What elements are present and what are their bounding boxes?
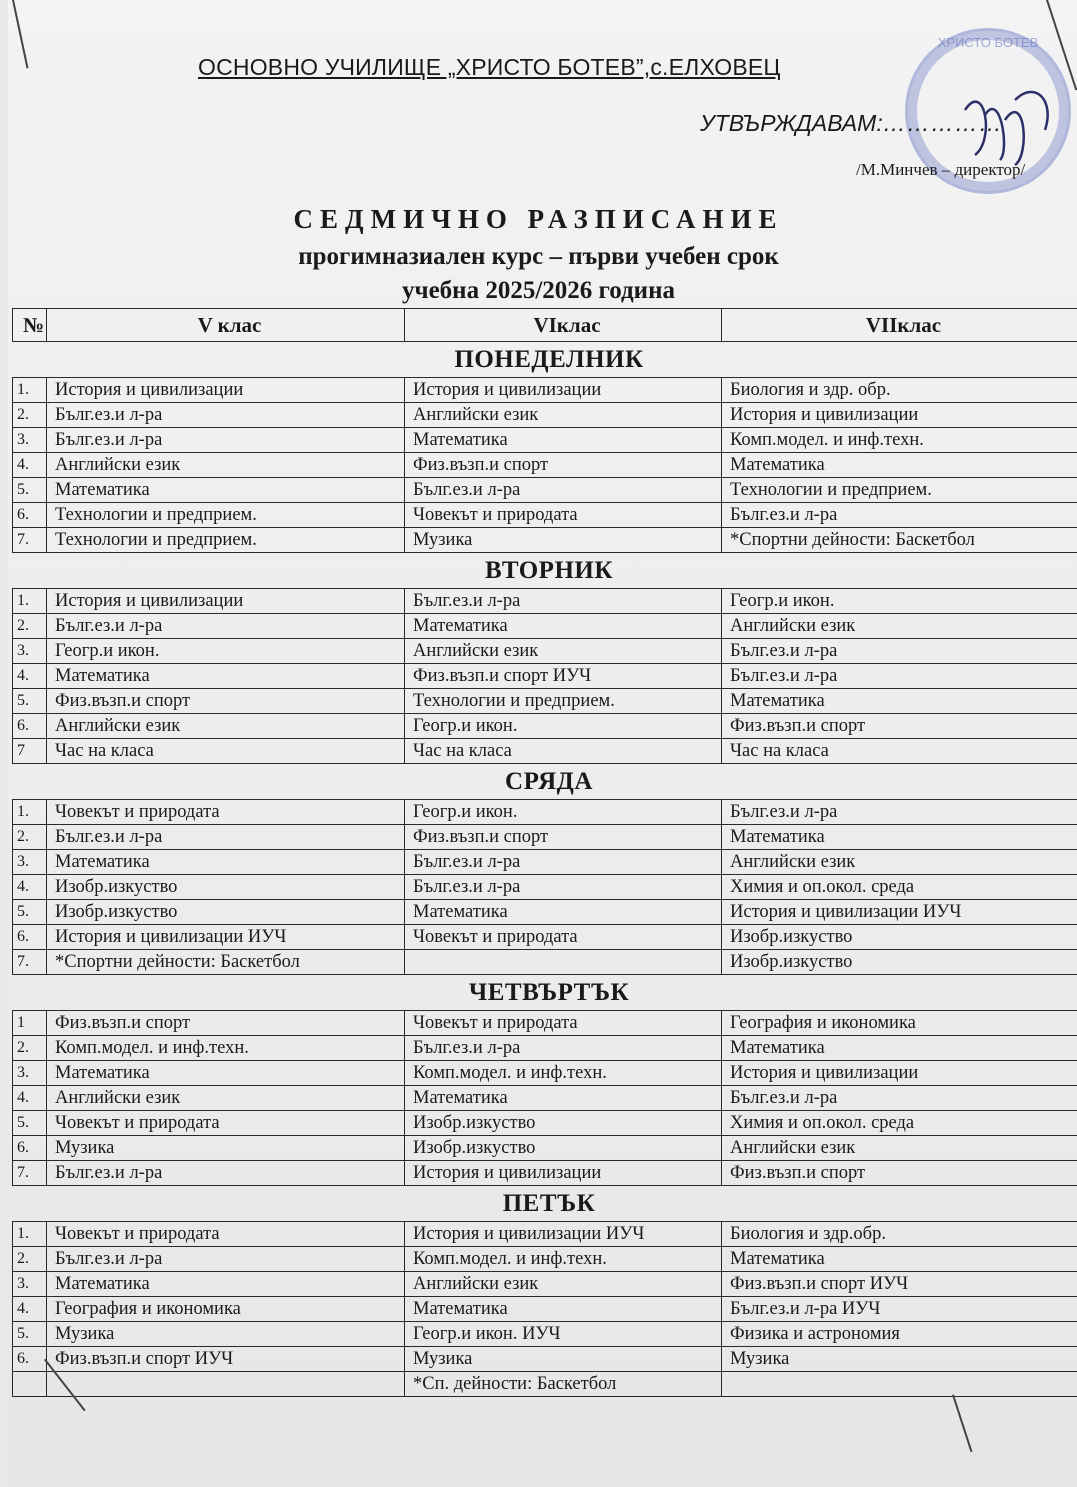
class-7-cell: История и цивилизации: [722, 1061, 1077, 1086]
class-7-cell: Изобр.изкуство: [722, 925, 1077, 950]
class-7-cell: Математика: [722, 453, 1077, 478]
class-6-cell: Физ.възп.и спорт: [405, 453, 722, 478]
class-5-cell: Бълг.ез.и л-ра: [47, 1161, 405, 1186]
approve-dots: ……………: [882, 110, 1003, 136]
class-7-cell: Химия и оп.окол. среда: [722, 1111, 1077, 1136]
day-name: СРЯДА: [13, 764, 1077, 800]
class-5-cell: Технологии и предприем.: [47, 528, 405, 553]
period-number-cell: 5.: [13, 1111, 47, 1136]
class-6-cell: Математика: [405, 614, 722, 639]
class-6-cell: Човекът и природата: [405, 1011, 722, 1036]
class-7-cell: Бълг.ез.и л-ра: [722, 664, 1077, 689]
class-5-cell: Бълг.ез.и л-ра: [47, 428, 405, 453]
class-6-cell: История и цивилизации: [405, 378, 722, 403]
class-6-cell: Физ.възп.и спорт ИУЧ: [405, 664, 722, 689]
table-row: [13, 503, 1077, 528]
period-number-cell: 3.: [13, 639, 47, 664]
class-7-cell: Час на класа: [722, 739, 1077, 764]
class-6-cell: Човекът и природата: [405, 503, 722, 528]
period-number-cell: 1.: [13, 378, 47, 403]
class-5-cell: Човекът и природата: [47, 1222, 405, 1247]
class-7-cell: Математика: [722, 689, 1077, 714]
class-6-cell: Английски език: [405, 639, 722, 664]
class-7-cell: Технологии и предприем.: [722, 478, 1077, 503]
period-number-cell: 1.: [13, 1222, 47, 1247]
class-7-cell: Изобр.изкуство: [722, 950, 1077, 975]
class-7-cell: Бълг.ез.и л-ра: [722, 800, 1077, 825]
period-number-cell: 5.: [13, 1322, 47, 1347]
class-7-cell: Английски език: [722, 1136, 1077, 1161]
class-6-cell: Комп.модел. и инф.техн.: [405, 1247, 722, 1272]
class-7-cell: Бълг.ез.и л-ра ИУЧ: [722, 1297, 1077, 1322]
class-6-cell: Бълг.ез.и л-ра: [405, 875, 722, 900]
table-row: [13, 528, 1077, 553]
class-5-cell: Бълг.ез.и л-ра: [47, 825, 405, 850]
class-5-cell: Английски език: [47, 714, 405, 739]
class-5-cell: Математика: [47, 850, 405, 875]
period-number-cell: 3.: [13, 850, 47, 875]
class-6-cell: *Сп. дейности: Баскетбол: [405, 1372, 722, 1397]
class-5-cell: Физ.възп.и спорт: [47, 1011, 405, 1036]
class-6-cell: [405, 950, 722, 975]
class-5-cell: Час на класа: [47, 739, 405, 764]
table-row: [13, 1086, 1077, 1111]
class-5-cell: Човекът и природата: [47, 800, 405, 825]
table-row: [13, 875, 1077, 900]
table-row: [13, 1297, 1077, 1322]
day-name: ПОНЕДЕЛНИК: [13, 342, 1077, 378]
period-number-cell: 2.: [13, 1247, 47, 1272]
table-row: [13, 689, 1077, 714]
class-7-cell: История и цивилизации: [722, 403, 1077, 428]
class-7-cell: Математика: [722, 1247, 1077, 1272]
class-5-cell: Комп.модел. и инф.техн.: [47, 1036, 405, 1061]
period-number-cell: 6.: [13, 503, 47, 528]
class-6-cell: Математика: [405, 1086, 722, 1111]
class-5-cell: География и икономика: [47, 1297, 405, 1322]
period-number-cell: 6.: [13, 1347, 47, 1372]
period-number-cell: 3.: [13, 1272, 47, 1297]
class-5-cell: Музика: [47, 1322, 405, 1347]
table-row: [13, 453, 1077, 478]
class-5-cell: Технологии и предприем.: [47, 503, 405, 528]
class-6-cell: Математика: [405, 428, 722, 453]
class-6-cell: Английски език: [405, 1272, 722, 1297]
table-row: [13, 739, 1077, 764]
day-header-row: [13, 975, 1077, 1011]
class-6-cell: Музика: [405, 528, 722, 553]
day-header-row: [13, 342, 1077, 378]
period-number-cell: 2.: [13, 403, 47, 428]
class-7-cell: Физ.възп.и спорт: [722, 1161, 1077, 1186]
class-5-cell: Математика: [47, 664, 405, 689]
class-5-cell: *Спортни дейности: Баскетбол: [47, 950, 405, 975]
period-number-cell: 2.: [13, 825, 47, 850]
table-row: [13, 1247, 1077, 1272]
table-row: [13, 1111, 1077, 1136]
col-header-number: №: [13, 309, 47, 342]
class-6-cell: Бълг.ез.и л-ра: [405, 850, 722, 875]
day-name: ВТОРНИК: [13, 553, 1077, 589]
class-7-cell: География и икономика: [722, 1011, 1077, 1036]
table-row: [13, 1347, 1077, 1372]
class-6-cell: Човекът и природата: [405, 925, 722, 950]
class-6-cell: История и цивилизации: [405, 1161, 722, 1186]
class-6-cell: Изобр.изкуство: [405, 1136, 722, 1161]
day-name: ПЕТЪК: [13, 1186, 1077, 1222]
class-5-cell: Английски език: [47, 453, 405, 478]
period-number-cell: 1.: [13, 589, 47, 614]
class-7-cell: [722, 1372, 1077, 1397]
class-5-cell: Изобр.изкуство: [47, 900, 405, 925]
class-5-cell: Бълг.ез.и л-ра: [47, 403, 405, 428]
period-number-cell: 6.: [13, 925, 47, 950]
class-5-cell: Бълг.ез.и л-ра: [47, 614, 405, 639]
table-row: [13, 925, 1077, 950]
class-6-cell: Математика: [405, 900, 722, 925]
period-number-cell: [13, 1372, 47, 1397]
period-number-cell: 5.: [13, 900, 47, 925]
period-number-cell: 5.: [13, 478, 47, 503]
class-7-cell: Английски език: [722, 850, 1077, 875]
school-name: ОСНОВНО УЧИЛИЩЕ „ХРИСТО БОТЕВ”,с.ЕЛХОВЕЦ: [198, 54, 781, 80]
class-7-cell: Физика и астрономия: [722, 1322, 1077, 1347]
school-year: учебна 2025/2026 година: [401, 277, 675, 304]
period-number-cell: 4.: [13, 1086, 47, 1111]
period-number-cell: 4.: [13, 664, 47, 689]
period-number-cell: 7.: [13, 950, 47, 975]
class-7-cell: Бълг.ез.и л-ра: [722, 503, 1077, 528]
class-5-cell: [47, 1372, 405, 1397]
period-number-cell: 6.: [13, 1136, 47, 1161]
director-signer: /М.Минчев – директор/: [856, 160, 1026, 179]
class-6-cell: Геогр.и икон. ИУЧ: [405, 1322, 722, 1347]
schedule-table: [12, 308, 1077, 1397]
class-6-cell: Бълг.ез.и л-ра: [405, 478, 722, 503]
table-row: [13, 1036, 1077, 1061]
class-7-cell: Музика: [722, 1347, 1077, 1372]
table-row: [13, 1322, 1077, 1347]
col-header-class-6: VIклас: [405, 309, 722, 342]
seal-text: ХРИСТО БОТЕВ: [937, 35, 1039, 50]
class-6-cell: Комп.модел. и инф.техн.: [405, 1061, 722, 1086]
page-subtitle: прогимназиален курс – първи учебен срок: [298, 243, 779, 270]
table-row: [13, 589, 1077, 614]
class-7-cell: Биология и здр. обр.: [722, 378, 1077, 403]
class-6-cell: Бълг.ез.и л-ра: [405, 589, 722, 614]
class-7-cell: Бълг.ез.и л-ра: [722, 639, 1077, 664]
table-row: [13, 614, 1077, 639]
class-5-cell: Изобр.изкуство: [47, 875, 405, 900]
table-row: [13, 1222, 1077, 1247]
class-7-cell: Бълг.ез.и л-ра: [722, 1086, 1077, 1111]
class-6-cell: Геогр.и икон.: [405, 714, 722, 739]
table-header-row: [13, 309, 1077, 342]
class-6-cell: Бълг.ез.и л-ра: [405, 1036, 722, 1061]
table-row: [13, 950, 1077, 975]
period-number-cell: 1: [13, 1011, 47, 1036]
table-row: [13, 403, 1077, 428]
period-number-cell: 7.: [13, 1161, 47, 1186]
period-number-cell: 7.: [13, 528, 47, 553]
period-number-cell: 4.: [13, 453, 47, 478]
class-7-cell: Английски език: [722, 614, 1077, 639]
class-5-cell: История и цивилизации: [47, 589, 405, 614]
table-row: [13, 1161, 1077, 1186]
class-6-cell: Английски език: [405, 403, 722, 428]
class-5-cell: Математика: [47, 1061, 405, 1086]
class-6-cell: История и цивилизации ИУЧ: [405, 1222, 722, 1247]
class-5-cell: Физ.възп.и спорт: [47, 689, 405, 714]
page-title: СЕДМИЧНО РАЗПИСАНИЕ: [293, 204, 784, 234]
period-number-cell: 6.: [13, 714, 47, 739]
class-6-cell: Час на класа: [405, 739, 722, 764]
table-row: [13, 850, 1077, 875]
table-row: [13, 1372, 1077, 1397]
period-number-cell: 2.: [13, 614, 47, 639]
day-header-row: [13, 764, 1077, 800]
period-number-cell: 7: [13, 739, 47, 764]
table-row: [13, 714, 1077, 739]
class-7-cell: Биология и здр.обр.: [722, 1222, 1077, 1247]
schedule-body: [13, 342, 1077, 1397]
table-row: [13, 825, 1077, 850]
table-row: [13, 478, 1077, 503]
col-header-class-5: V клас: [47, 309, 405, 342]
period-number-cell: 3.: [13, 1061, 47, 1086]
class-6-cell: Музика: [405, 1347, 722, 1372]
period-number-cell: 3.: [13, 428, 47, 453]
class-5-cell: История и цивилизации ИУЧ: [47, 925, 405, 950]
class-7-cell: Химия и оп.окол. среда: [722, 875, 1077, 900]
period-number-cell: 4.: [13, 875, 47, 900]
class-5-cell: Английски език: [47, 1086, 405, 1111]
class-5-cell: Математика: [47, 1272, 405, 1297]
class-5-cell: Математика: [47, 478, 405, 503]
table-row: [13, 1272, 1077, 1297]
table-row: [13, 378, 1077, 403]
period-number-cell: 4.: [13, 1297, 47, 1322]
class-5-cell: История и цивилизации: [47, 378, 405, 403]
table-row: [13, 900, 1077, 925]
class-7-cell: Физ.възп.и спорт ИУЧ: [722, 1272, 1077, 1297]
class-7-cell: *Спортни дейности: Баскетбол: [722, 528, 1077, 553]
class-5-cell: Бълг.ез.и л-ра: [47, 1247, 405, 1272]
class-7-cell: История и цивилизации ИУЧ: [722, 900, 1077, 925]
class-6-cell: Геогр.и икон.: [405, 800, 722, 825]
col-header-class-7: VIIклас: [722, 309, 1077, 342]
period-number-cell: 2.: [13, 1036, 47, 1061]
day-header-row: [13, 553, 1077, 589]
class-7-cell: Геогр.и икон.: [722, 589, 1077, 614]
class-7-cell: Физ.възп.и спорт: [722, 714, 1077, 739]
class-7-cell: Комп.модел. и инф.техн.: [722, 428, 1077, 453]
class-5-cell: Физ.възп.и спорт ИУЧ: [47, 1347, 405, 1372]
class-6-cell: Технологии и предприем.: [405, 689, 722, 714]
approve-label: УТВЪРЖДАВАМ:: [700, 110, 883, 136]
table-row: [13, 1136, 1077, 1161]
class-5-cell: Музика: [47, 1136, 405, 1161]
table-row: [13, 664, 1077, 689]
day-name: ЧЕТВЪРТЪК: [13, 975, 1077, 1011]
day-header-row: [13, 1186, 1077, 1222]
signature-mark: [955, 70, 1065, 170]
table-row: [13, 1061, 1077, 1086]
class-5-cell: Геогр.и икон.: [47, 639, 405, 664]
class-6-cell: Физ.възп.и спорт: [405, 825, 722, 850]
class-7-cell: Математика: [722, 825, 1077, 850]
table-row: [13, 428, 1077, 453]
table-row: [13, 639, 1077, 664]
table-row: [13, 800, 1077, 825]
class-6-cell: Изобр.изкуство: [405, 1111, 722, 1136]
class-6-cell: Математика: [405, 1297, 722, 1322]
period-number-cell: 5.: [13, 689, 47, 714]
class-7-cell: Математика: [722, 1036, 1077, 1061]
period-number-cell: 1.: [13, 800, 47, 825]
table-row: [13, 1011, 1077, 1036]
class-5-cell: Човекът и природата: [47, 1111, 405, 1136]
